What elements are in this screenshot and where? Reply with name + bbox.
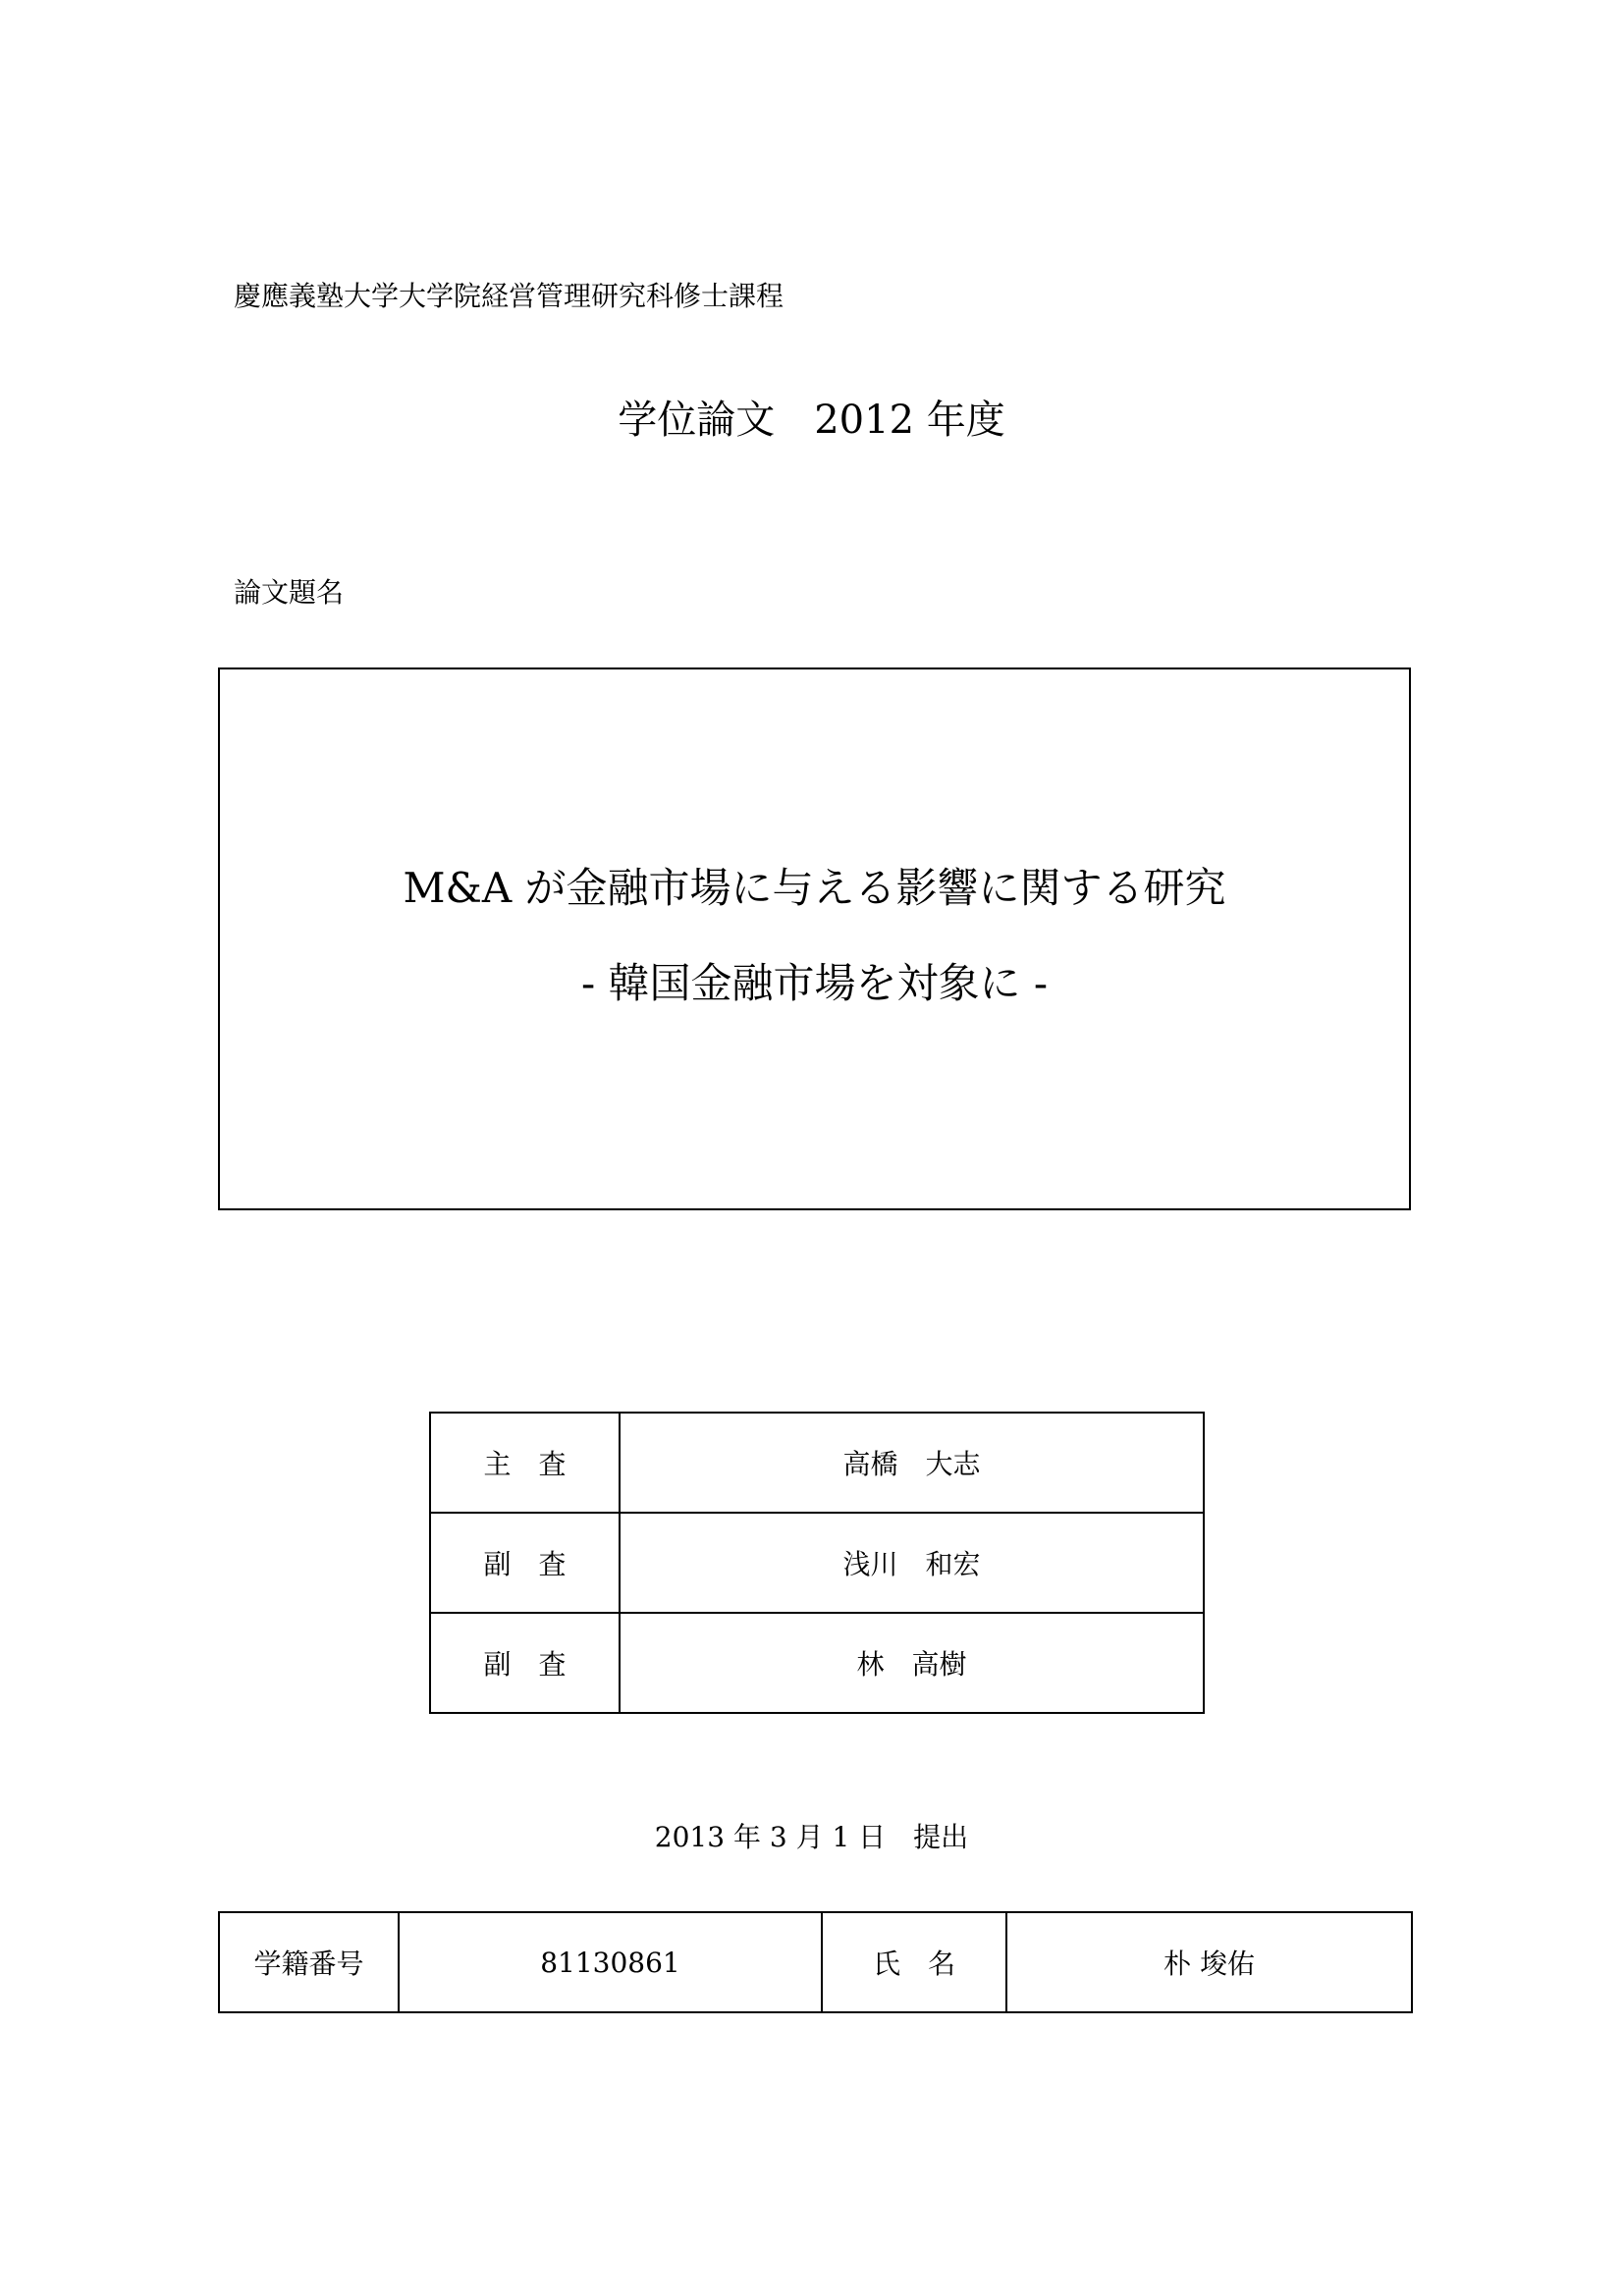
title-caption: 論文題名 [234,576,345,609]
examiner-row [430,1613,1204,1713]
student-name-value: 朴 埈佑 [1006,1912,1412,2012]
degree-line: 学位論文 2012 年度 [618,398,1005,443]
examiners-table [429,1412,1205,1714]
student-info-row [219,1912,1412,2012]
student-id-label: 学籍番号 [219,1912,399,2012]
examiner-role: 副 査 [430,1513,620,1613]
examiner-name: 浅川 和宏 [620,1513,1204,1613]
examiner-name: 林 高樹 [620,1613,1204,1713]
thesis-title-box [218,667,1411,1210]
examiner-row [430,1413,1204,1513]
student-info-table [218,1911,1413,2013]
examiner-role: 副 査 [430,1613,620,1713]
submission-date: 2013 年 3 月 1 日 提出 [654,1821,969,1853]
thesis-main-title: M&A が金融市場に与える影響に関する研究 [403,864,1226,912]
examiner-row [430,1513,1204,1613]
university-program: 慶應義塾大学大学院経営管理研究科修士課程 [234,280,784,312]
student-name-label: 氏 名 [822,1912,1006,2012]
examiner-role: 主 査 [430,1413,620,1513]
student-id-value: 81130861 [399,1912,822,2012]
thesis-subtitle: - 韓国金融市場を対象に - [580,959,1049,1007]
examiner-name: 高橋 大志 [620,1413,1204,1513]
